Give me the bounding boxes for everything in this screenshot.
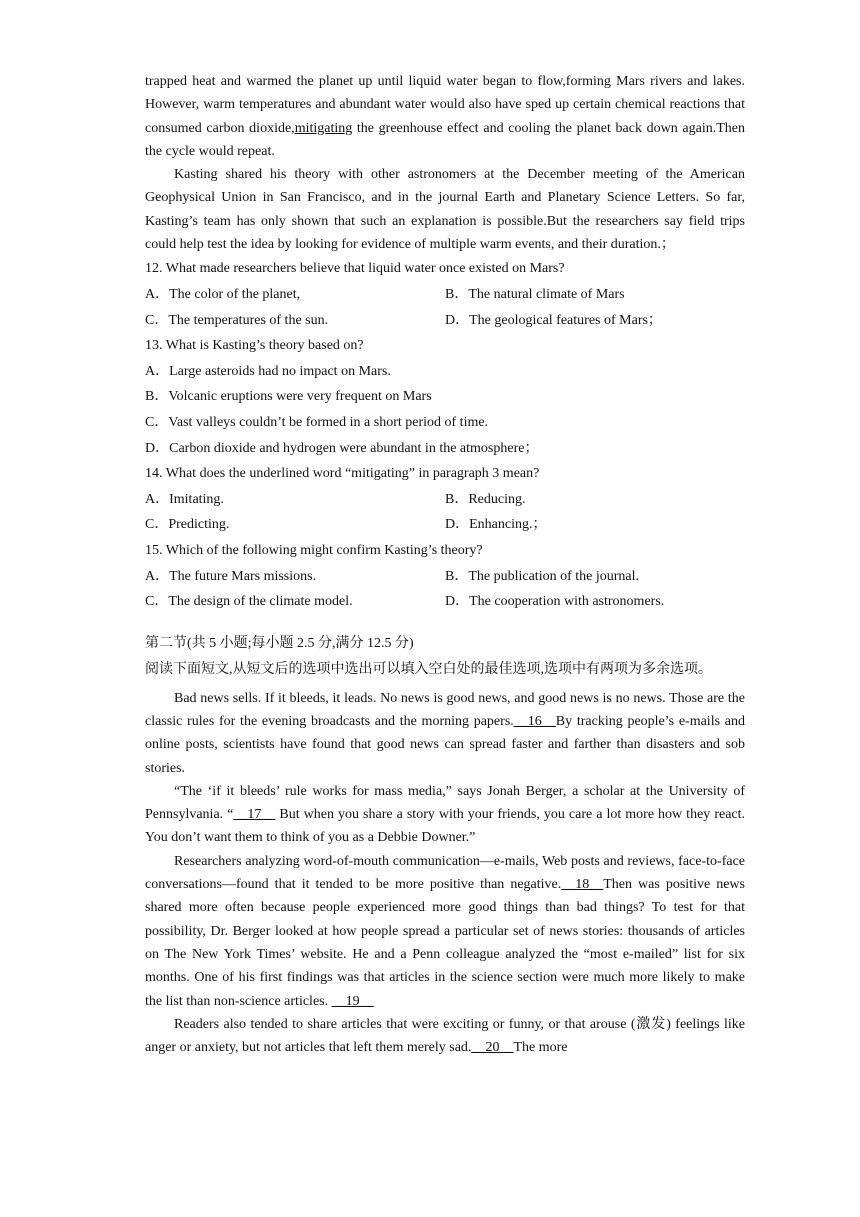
passage-b-paragraph-2 <box>145 780 745 850</box>
option-c: C．Vast valleys couldn’t be formed in a short period of time. <box>145 414 489 430</box>
option-a: A．The future Mars missions. <box>145 568 317 584</box>
option-row <box>145 589 745 615</box>
blank-17: __17__ <box>233 807 276 823</box>
passage-b-paragraph-1 <box>145 687 745 780</box>
text-run: By tracking people’s e-mails and online posts, scientists have found that good news can spread faster and farther than disasters and sob stories. <box>145 713 745 776</box>
option-c: C．Predicting. <box>145 517 230 533</box>
question-12 <box>145 256 745 333</box>
option-row <box>145 282 745 308</box>
question-stem: 15. Which of the following might confirm Kasting’s theory? <box>145 542 483 558</box>
text-run: Then was positive news shared more often because people experienced more good things than bad things? To test for that possibility, Dr. Berger looked at how people spread a particular set of news stories: thousands of articles on The New York Times’ website. He and a Penn colleague analyzed the “most e-mailed” list for six months. One of his first findings was that articles in the science section were much more likely to make the list than non-science articles. <box>145 877 745 1009</box>
option-b: B．The publication of the journal. <box>445 568 640 584</box>
option-row <box>145 512 745 538</box>
option-row <box>145 308 745 334</box>
question-15 <box>145 538 745 615</box>
option-d: D．The geological features of Mars； <box>445 312 662 328</box>
question-stem: 14. What does the underlined word “mitigating” in paragraph 3 mean? <box>145 466 540 482</box>
option-b: B．Volcanic eruptions were very frequent on Mars <box>145 389 432 405</box>
text-run: the greenhouse effect and cooling the planet back down again.Then the cycle would repeat. <box>145 120 745 159</box>
section-2-instructions: 阅读下面短文,从短文后的选项中选出可以填入空白处的最佳选项,选项中有两项为多余选项。 <box>145 661 712 677</box>
option-row <box>145 564 745 590</box>
text-run: “The ‘if it bleeds’ rule works for mass media,” says Jonah Berger, a scholar at the University of Pennsylvania. “ <box>145 783 745 823</box>
option-a: A．The color of the planet, <box>145 286 301 302</box>
text-run: trapped heat and warmed the planet up until liquid water began to flow,forming Mars rivers and lakes. However, warm temperatures and abundant water would also have sped up certain chemical reactions that consumed carbon dioxide, <box>145 74 745 136</box>
option-d: D．Enhancing.； <box>445 517 547 533</box>
document-page <box>145 70 745 1059</box>
text-run: The more <box>513 1040 568 1056</box>
blank-19: __19__ <box>331 993 374 1009</box>
text-run: Bad news sells. If it bleeds, it leads. No news is good news, and good news is no news. Those are the classic rules for the evening broadcasts and the morning papers. <box>145 690 745 729</box>
question-stem: 13. What is Kasting’s theory based on? <box>145 338 364 354</box>
underlined-word-mitigating: mitigating <box>294 120 353 136</box>
blank-18: __18__ <box>561 877 604 893</box>
blank-16: __16__ <box>513 713 556 729</box>
passage-b-paragraph-4 <box>145 1013 745 1060</box>
blank-20: __20__ <box>471 1040 514 1056</box>
text-run: But when you share a story with your friends, you care a lot more how they react. You don’t want them to think of you as a Debbie Downer.” <box>145 807 746 846</box>
text-run: Readers also tended to share articles that were exciting or funny, or that arouse (激发) feelings like anger or anxiety, but not articles that left them merely sad. <box>145 1016 745 1056</box>
passage-a-paragraph-2: Kasting shared his theory with other astronomers at the December meeting of the American Geophysical Union in San Francisco, and in the journal Earth and Planetary Science Letters. So far, Kasting’s team has only shown that such an explanation is possible.But the researchers say field trips could help test the idea by looking for evidence of multiple warm events, and their duration.； <box>145 167 745 253</box>
passage-b-paragraph-3 <box>145 850 745 1013</box>
question-14 <box>145 461 745 538</box>
question-stem: 12. What made researchers believe that liquid water once existed on Mars? <box>145 261 565 277</box>
passage-a-paragraph-1 <box>145 70 745 163</box>
option-d: D．The cooperation with astronomers. <box>445 594 665 610</box>
option-row <box>145 487 745 513</box>
option-d: D．Carbon dioxide and hydrogen were abundant in the atmosphere； <box>145 440 539 456</box>
question-13 <box>145 333 745 461</box>
option-b: B．The natural climate of Mars <box>445 286 625 302</box>
text-run: Researchers analyzing word-of-mouth communication—e-mails, Web posts and reviews, face-to-face conversations—found that it tended to be more positive than negative. <box>145 853 745 893</box>
option-b: B．Reducing. <box>445 491 526 507</box>
option-a: A．Imitating. <box>145 491 224 507</box>
section-2-heading: 第二节(共 5 小题;每小题 2.5 分,满分 12.5 分) <box>145 635 414 651</box>
option-a: A．Large asteroids had no impact on Mars. <box>145 363 391 379</box>
option-c: C．The design of the climate model. <box>145 594 353 610</box>
option-c: C．The temperatures of the sun. <box>145 312 329 328</box>
